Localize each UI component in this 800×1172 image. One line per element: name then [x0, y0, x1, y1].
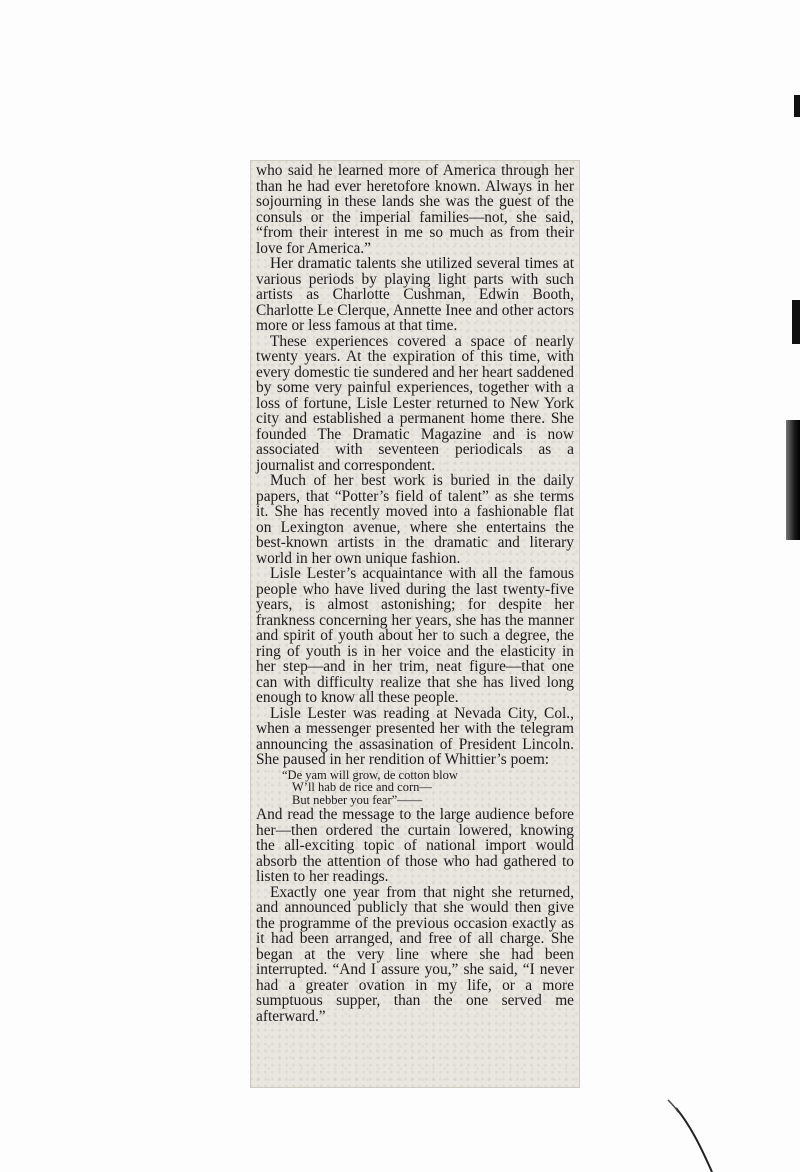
poem-line: But nebber you fear”——: [292, 792, 423, 807]
poem-line: “De yam will grow, de cotton blow: [282, 767, 458, 782]
scan-edge-shadow: [786, 420, 800, 540]
article-paragraph: who said he learned more of America through her than he had ever heretofore known. Always in her sojourning in these lands she was the guest of the consuls or the imperial families—not, she said, “from their interest in me so much as from their love for America.”: [256, 162, 574, 257]
article-paragraph: Her dramatic talents she utilized several times at various periods by playing light parts with such artists as Charlotte Cushman, Edwin Booth, Charlotte Le Clerque, Annette Inee and other actors more or less famous at that time.: [256, 255, 574, 334]
article-column: [256, 163, 574, 1024]
scan-edge-mark: [794, 95, 800, 117]
article-paragraph: Lisle Lester was reading at Nevada City, Col., when a messenger presented her with the telegram announcing the assasination of President Lincoln. She paused in her rendition of Whittier’s poem:: [256, 704, 574, 768]
article-paragraph: Exactly one year from that night she returned, and announced publicly that she would then give the programme of the previous occasion exactly as it had been arranged, and free of all charge. She began at the very line where she had been interrupted. “And I assure you,” she said, “I never had a greater ovation in my life, or a more sumptuous supper, than the one served me afterward.”: [256, 883, 574, 1025]
scan-edge-mark: [792, 300, 800, 344]
article-paragraph: Lisle Lester’s acquaintance with all the famous people who have lived during the last twenty-five years, is almost astonishing; for despite her frankness concerning her years, she has the manner and spirit of youth about her to such a degree, the ring of youth is in her voice and the elasticity in her step—and in her trim, neat figure—that one can with difficulty realize that she has lived long enough to know all these people.: [256, 565, 574, 706]
article-paragraph: Much of her best work is buried in the daily papers, that “Potter’s field of talent” as she terms it. She has recently moved into a fashionable flat on Lexington avenue, where she entertains the best-known artists in the dramatic and literary world in her own unique fashion.: [256, 472, 574, 567]
poem-quote: [256, 769, 574, 807]
poem-line: W’ll hab de rice and corn—: [292, 780, 432, 794]
article-paragraph: And read the message to the large audience before her—then ordered the curtain lowered, knowing the all-exciting topic of national import would absorb the attention of those who had gathered to listen to her readings.: [256, 806, 574, 885]
article-paragraph: These experiences covered a space of nearly twenty years. At the expiration of this time, with every domestic tie sundered and her heart saddened by some very painful experiences, together with a loss of fortune, Lisle Lester returned to New York city and established a permanent home there. She founded The Dramatic Magazine and is now associated with seventeen periodicals as a journalist and correspondent.: [256, 332, 574, 474]
